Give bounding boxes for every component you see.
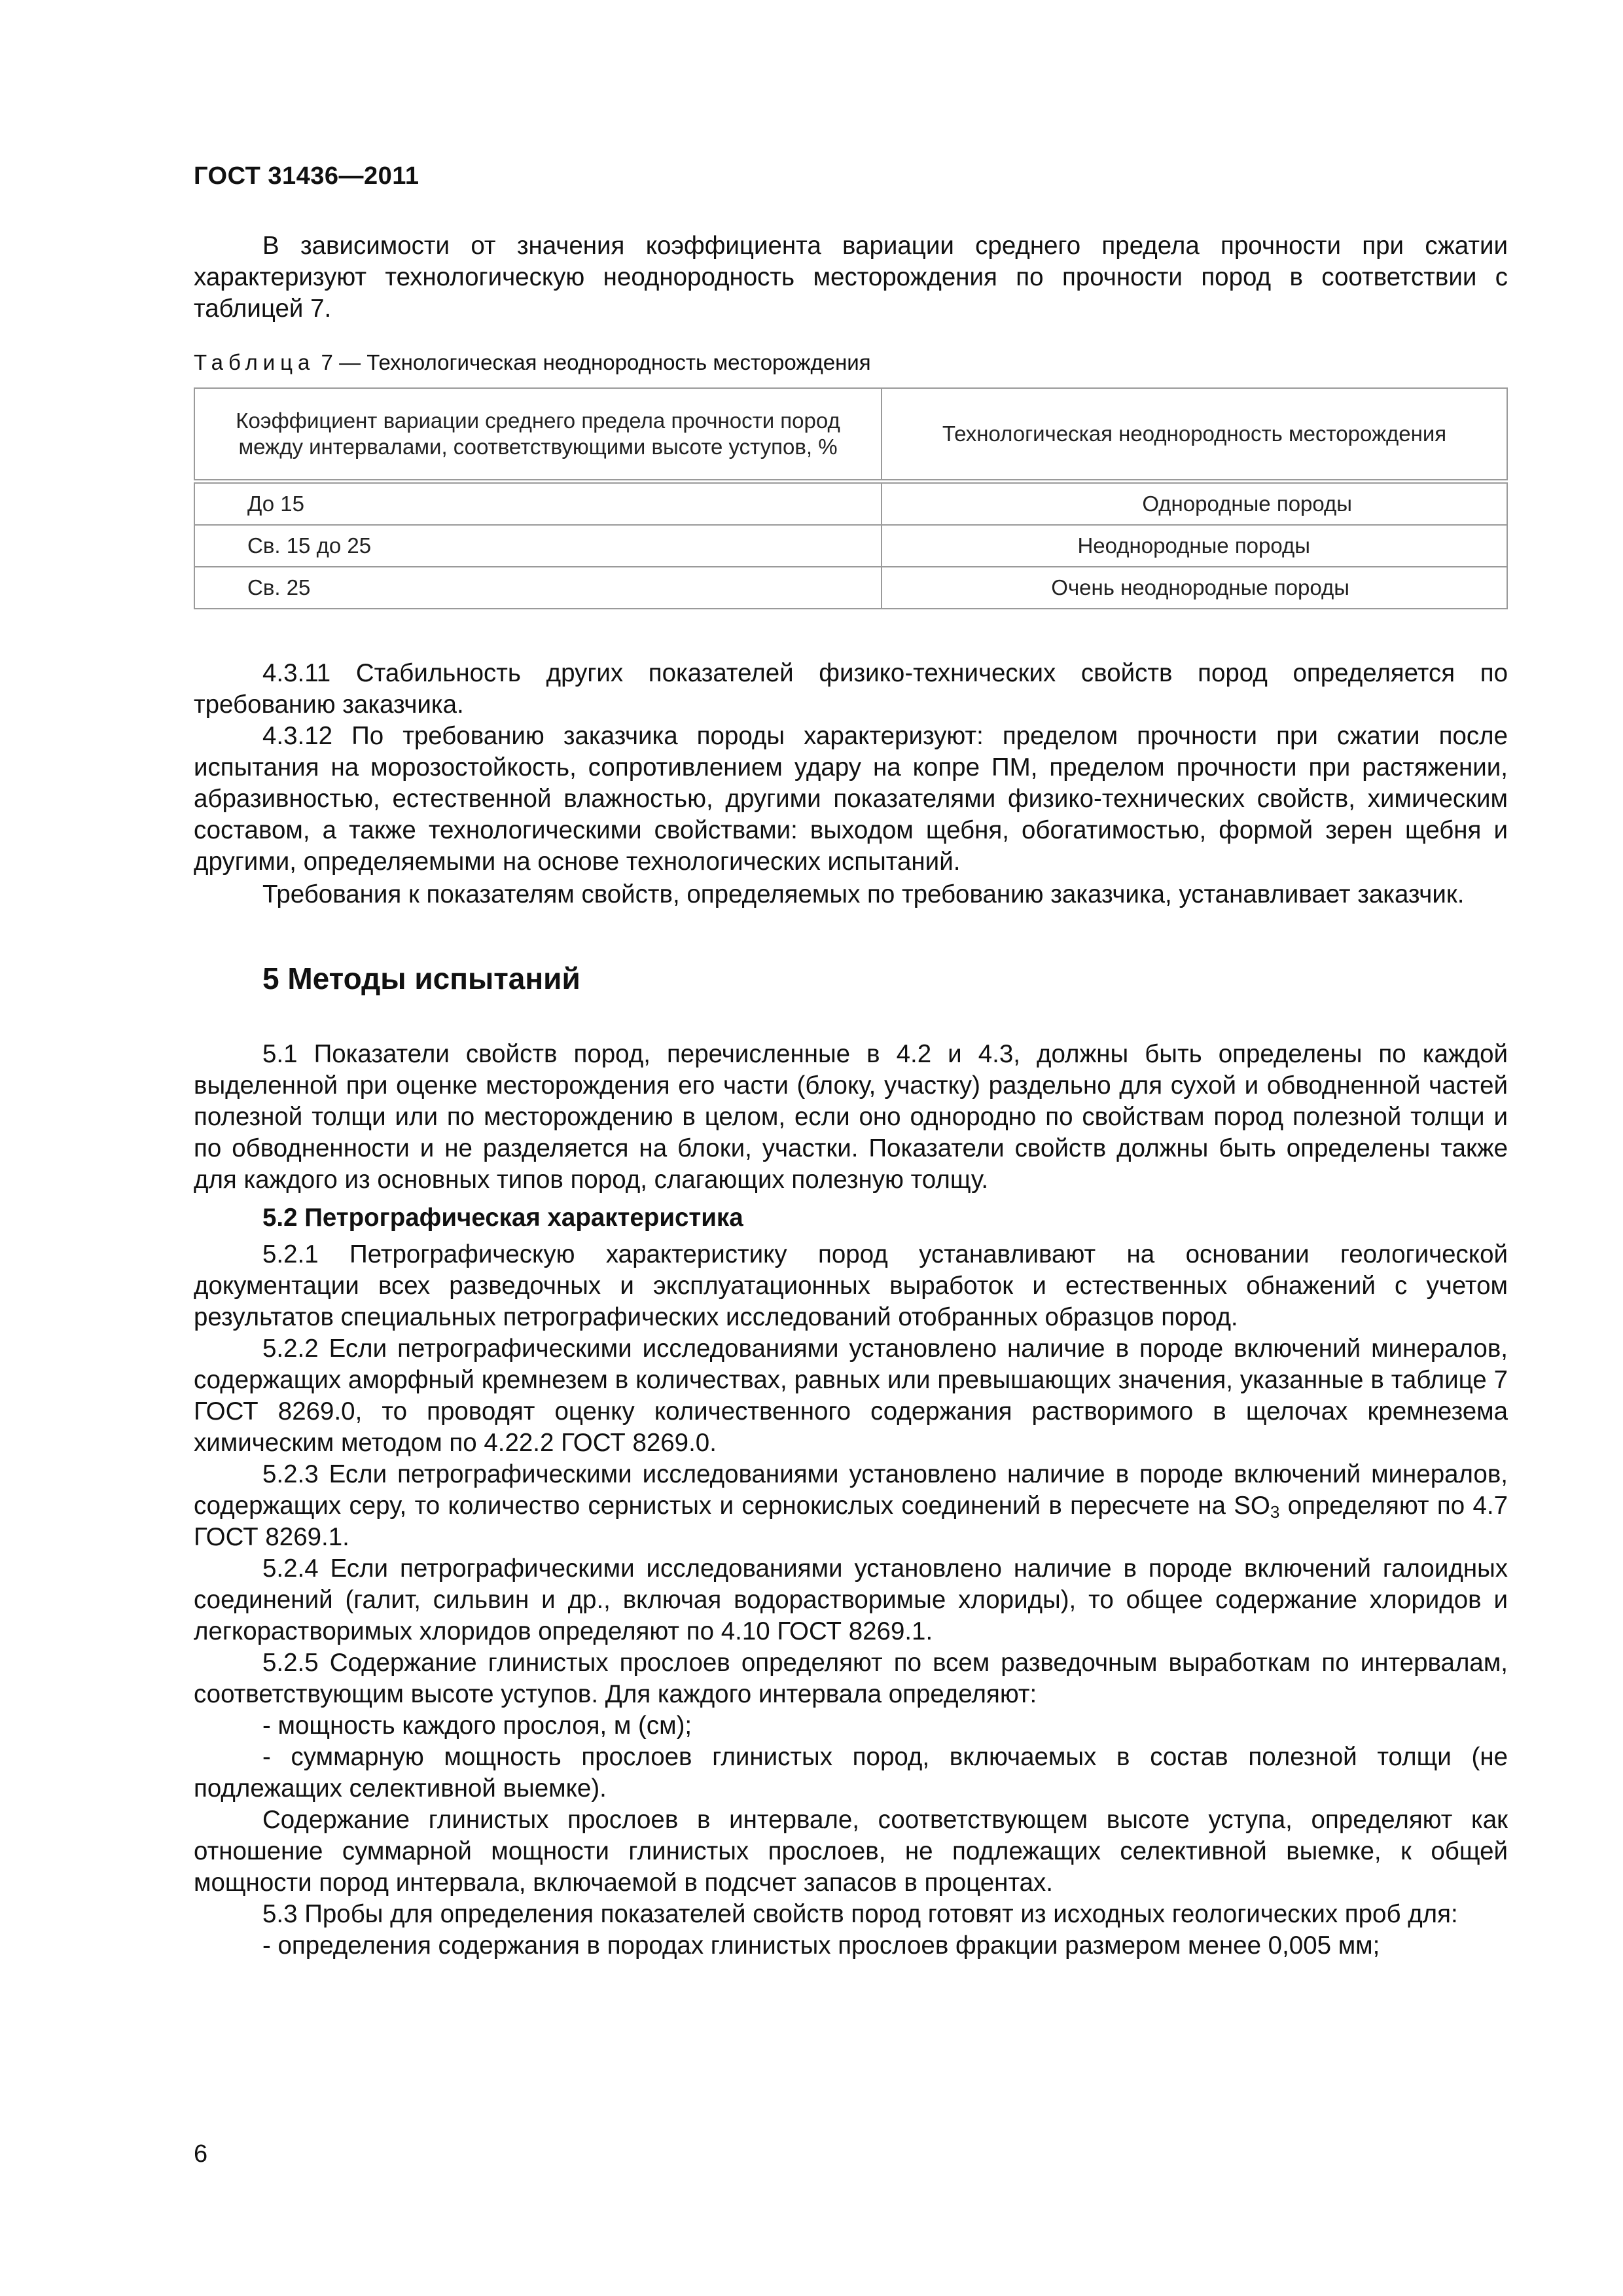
document-code-header: ГОСТ 31436—2011: [194, 162, 419, 190]
list-item: - мощность каждого прослоя, м (см);: [262, 1712, 692, 1740]
subsection-5-2-title: 5.2 Петрографическая характеристика: [262, 1204, 743, 1232]
table-cell-value: Однородные породы: [882, 482, 1507, 526]
table-row: [194, 567, 1507, 609]
paragraph-requirements: Требования к показателям свойств, определяемых по требованию заказчика, устанавливает заказчик.: [262, 880, 1465, 908]
table-header-heterogeneity: Технологическая неоднородность месторождения: [882, 388, 1507, 482]
table-caption-label: Таблица: [194, 350, 315, 374]
paragraph-5-2-2: 5.2.2 Если петрографическими исследованиями установлено наличие в породе включений минералов, содержащих аморфный кремнезем в количествах, равных или превышающих значения, указанные в таблице 7 ГОСТ 8269.0, то проводят оценку количественного содержания растворимого в щелочах кремнезема химическим методом по 4.22.2 ГОСТ 8269.0.: [194, 1335, 1508, 1457]
table-caption-text: 7 — Технологическая неоднородность месторождения: [315, 350, 871, 374]
table-header-row: [194, 388, 1507, 482]
table-cell-range: До 15: [194, 482, 882, 526]
paragraph-clay-content: Содержание глинистых прослоев в интервале, соответствующем высоте уступа, определяют как отношение суммарной мощности глинистых прослоев, не подлежащих селективной выемке, к общей мощности пород интервала, включаемой в подсчет запасов в процентах.: [194, 1806, 1508, 1897]
paragraph-5-2-3-text-a: 5.2.3 Если петрографическими исследованиями установлено наличие в породе включений минералов, содержащих серу, то количество сернистых и сернокислых соединений в пересчете на SO: [194, 1460, 1508, 1520]
list-item: - суммарную мощность прослоев глинистых пород, включаемых в состав полезной толщи (не подлежащих селективной выемке).: [194, 1743, 1508, 1803]
document-body: [194, 230, 1508, 1962]
paragraph-5-3: 5.3 Пробы для определения показателей свойств пород готовят из исходных геологических проб для:: [262, 1900, 1458, 1928]
paragraph-4-3-11: 4.3.11 Стабильность других показателей физико-технических свойств пород определяется по требованию заказчика.: [194, 659, 1508, 719]
paragraph-5-2-5: 5.2.5 Содержание глинистых прослоев определяют по всем разведочным выработкам по интервалам, соответствующим высоте уступов. Для каждого интервала определяют:: [194, 1649, 1508, 1708]
table-cell-range: Св. 15 до 25: [194, 525, 882, 567]
paragraph-5-2-3-text-b: определяют по 4.7 ГОСТ 8269.1.: [194, 1492, 1508, 1551]
table-cell-range: Св. 25: [194, 567, 882, 609]
paragraph-5-2-3: [194, 1459, 1508, 1553]
table-7: [194, 387, 1508, 609]
table-row: [194, 525, 1507, 567]
paragraph-5-1: 5.1 Показатели свойств пород, перечисленные в 4.2 и 4.3, должны быть определены по каждой выделенной при оценке месторождения его части (блоку, участку) раздельно для сухой и обводненной частей полезной толщи или по месторождению в целом, если оно однородно по свойствам пород полезной толщи и по обводненности и не разделяется на блоки, участки. Показатели свойств должны быть определены также для каждого из основных типов пород, слагающих полезную толщу.: [194, 1040, 1508, 1194]
table-header-coefficient: Коэффициент вариации среднего предела прочности пород между интервалами, соответствующими высоте уступов, %: [194, 388, 882, 482]
paragraph-5-2-4: 5.2.4 Если петрографическими исследованиями установлено наличие в породе включений галоидных соединений (галит, сильвин и др., включая водорастворимые хлориды), то общее содержание хлоридов и легкорастворимых хлоридов определяют по 4.10 ГОСТ 8269.1.: [194, 1554, 1508, 1645]
section-5-title: 5 Методы испытаний: [262, 961, 580, 996]
document-page: [194, 0, 1508, 2296]
so3-subscript: 3: [1270, 1502, 1280, 1522]
table-cell-value: Очень неоднородные породы: [882, 567, 1507, 609]
table-row: [194, 482, 1507, 526]
table-cell-value: Неоднородные породы: [882, 525, 1507, 567]
intro-paragraph: В зависимости от значения коэффициента вариации среднего предела прочности при сжатии характеризуют технологическую неоднородность месторождения по прочности пород в соответствии с таблицей 7.: [194, 232, 1508, 323]
table-caption: [194, 348, 1508, 377]
list-item: - определения содержания в породах глинистых прослоев фракции размером менее 0,005 мм;: [262, 1931, 1380, 1960]
paragraph-5-2-1: 5.2.1 Петрографическую характеристику пород устанавливают на основании геологической документации всех разведочных и эксплуатационных выработок и естественных обнажений с учетом результатов специальных петрографических исследований отобранных образцов пород.: [194, 1240, 1508, 1331]
paragraph-4-3-12: 4.3.12 По требованию заказчика породы характеризуют: пределом прочности при сжатии после испытания на морозостойкость, сопротивлением удару на копре ПМ, пределом прочности при растяжении, абразивностью, естественной влажностью, другими показателями физико-технических свойств, химическим составом, а также технологическими свойствами: выходом щебня, обогатимостью, формой зерен щебня и другими, определяемыми на основе технологических испытаний.: [194, 722, 1508, 876]
page-number: 6: [194, 2140, 208, 2168]
